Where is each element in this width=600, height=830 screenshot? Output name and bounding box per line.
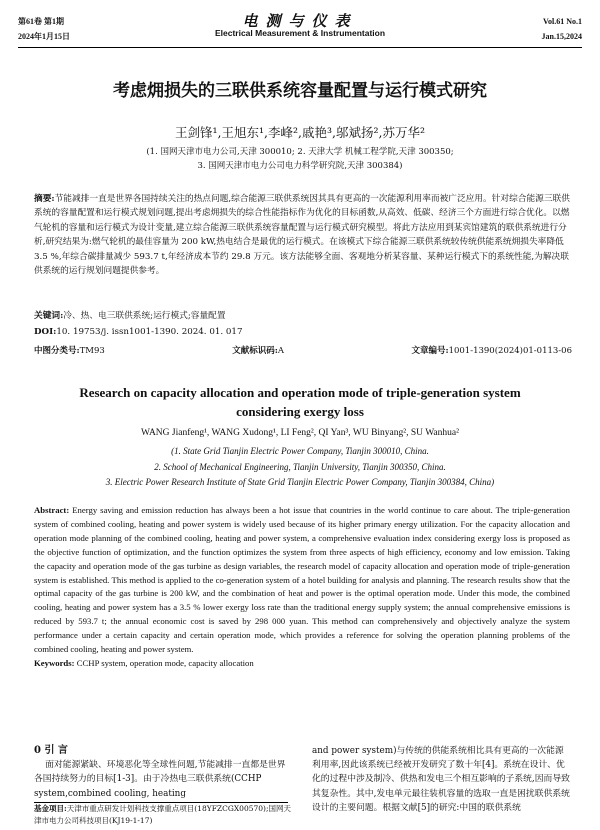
affiliation-en-line: 3. Electric Power Research Institute of State Grid Tianjin Electric Power Company, Tianjin 300384, China) xyxy=(105,477,495,487)
keywords-cn xyxy=(34,309,572,323)
body-paragraph: 面对能源紧缺、环境恶化等全球性问题,节能减排一直都是世界各国持续努力的目标[1-3]。由于冷热电三联供系统(CCHP system,combined cooling, heating xyxy=(34,760,286,799)
abstract-label-cn: 摘要: xyxy=(34,194,55,204)
doi xyxy=(34,325,572,339)
volume-en: Vol.61 No.1 xyxy=(542,17,582,26)
keywords-label-en: Keywords: xyxy=(34,657,75,668)
section-heading: 0 引 言 xyxy=(34,745,68,756)
header-right xyxy=(542,14,582,44)
doi-text: 10. 19753/j. issn1001-1390. 2024. 01. 017 xyxy=(56,327,243,337)
date-cn: 2024年1月15日 xyxy=(18,32,70,41)
article-number: 文章编号:1001-1390(2024)01-0113-06 xyxy=(411,346,572,356)
date-en: Jan.15,2024 xyxy=(541,32,582,41)
title-en-line: considering exergy loss xyxy=(236,404,364,419)
volume-cn: 第61卷 第1期 xyxy=(18,17,64,26)
document-code: 文献标识码:A xyxy=(232,346,285,356)
classification-row xyxy=(34,344,572,356)
footnote-label: 基金项目: xyxy=(34,804,67,813)
keywords-label-cn: 关键词: xyxy=(34,311,64,321)
header-center xyxy=(0,10,600,38)
body-right-column xyxy=(312,744,570,830)
keywords-en xyxy=(34,657,570,671)
keywords-text-cn: 冷、热、电三联供系统;运行模式;容量配置 xyxy=(63,311,226,321)
body-left-column xyxy=(34,744,288,800)
abstract-cn xyxy=(34,192,572,278)
footnote xyxy=(34,803,292,826)
abstract-label-en: Abstract: xyxy=(34,505,70,515)
body-paragraph: and power system)与传统的供能系统相比具有更高的一次能源利用率,因此该系统已经被开发研究了数十年[4]。系统在设计、优化的过程中涉及制冷、供热和发电三个相互影响的子系统,因而导致其复杂性。其中,发电单元最往装机容量的选取一直是困扰联供系统设计的主要问题。根据文献[5]的研究:中国的联供系统 xyxy=(312,746,570,813)
paper-title-en xyxy=(0,383,600,421)
affiliation-line: (1. 国网天津市电力公司,天津 300010; 2. 天津大学 机械工程学院,天津 300350; xyxy=(146,147,454,157)
abstract-en xyxy=(34,504,570,671)
title-en-line: Research on capacity allocation and operation mode of triple-generation system xyxy=(79,385,521,400)
journal-name-en: Electrical Measurement & Instrumentation xyxy=(214,28,386,38)
clc-number: 中图分类号:TM93 xyxy=(34,346,105,356)
affiliation-line: 3. 国网天津市电力公司电力科学研究院,天津 300384) xyxy=(197,161,403,171)
header-rule xyxy=(18,47,582,48)
keywords-text-en: CCHP system, operation mode, capacity allocation xyxy=(76,657,254,668)
affiliations-en xyxy=(0,444,600,491)
affiliation-en-line: 2. School of Mechanical Engineering, Tianjin University, Tianjin 300350, China. xyxy=(154,461,446,472)
journal-name-cn: 电测与仪表 xyxy=(242,12,358,30)
authors-cn: 王剑锋¹,王旭东¹,李峰²,戚艳³,邬斌扬²,苏万华² xyxy=(175,125,425,140)
affiliations-cn xyxy=(0,145,600,173)
abstract-text-cn: 节能减排一直是世界各国持续关注的热点问题,综合能源三联供系统因其具有更高的一次能源利用率而被广泛应用。针对综合能源三联供系统的容量配置和运行模式规划问题,提出考虑㶲损失的综合性能指标作为优化的目标函数,从高效、低碳、经济三个方面进行综合优化。以燃气轮机的容量和运行模式为设计变量,建立综合能源三联供系统容量配置与运行模式研究模型。将此方法应用到某宾馆建筑的联供系统进行分析,研究结果为:燃气轮机的最佳容量为 200 kW,热电结合是最优的运行模式。在该模式下综合能源三联供系统较传统供能系统㶲损失率降低 3.5 %,年综合碳排量减少 593.7 t,年经济成本节约 29.8 万元。该方法能够全面、客观地分析某容量、某种运行模式下的系统性能,为解决联供系统的运行规划问题提供参考。 xyxy=(34,194,570,277)
authors-en: WANG Jianfeng¹, WANG Xudong¹, LI Feng², QI Yan³, WU Binyang², SU Wanhua² xyxy=(141,428,459,438)
doi-label: DOI: xyxy=(34,327,57,337)
footnote-text: 天津市重点研发计划科技支撑重点项目(18YFZCGX00570);国网天津市电力公司科技项目(KJ19-1-17) xyxy=(34,804,291,825)
affiliation-en-line: (1. State Grid Tianjin Electric Power Company, Tianjin 300010, China. xyxy=(171,446,429,456)
abstract-text-en: Energy saving and emission reduction has always been a hot issue that countries in the world continue to care about. The triple-generation system of combined cooling, heating and power system is widely used because of its higher primary energy utilization. For the capacity allocation and operation mode planning of the combined cooling, heating and power system, a comprehensive evaluation index considering exergy loss is proposed as the objective function of optimization, and the function optimizes the system from three aspects of high efficiency, economy and low emission. Taking the capacity and operation mode of the gas turbine as design variables, the research model of capacity allocation and operation mode of triple-generation system is established. This method is applied to the co-generation system of a hotel building for analysis and planning. The research results show that the optimal capacity of the gas turbine is 200 kW, and the combination of heat and power is the optimal operation mode. Under this mode, the combined cooling, heating and power system has a 3.5 % lower exergy loss rate than the traditional energy supply system; the annual comprehensive emissions is reduced by 593.7 t; the annual economic cost is saved by 298 000 yuan. This method can comprehensively and objectively analyze the system performance under a certain capacity and certain operation mode, which provides a reference for solving the operation planning problems of the combined cooling, heating and power system. xyxy=(34,505,570,655)
paper-title-cn: 考虑㶲损失的三联供系统容量配置与运行模式研究 xyxy=(113,81,487,101)
